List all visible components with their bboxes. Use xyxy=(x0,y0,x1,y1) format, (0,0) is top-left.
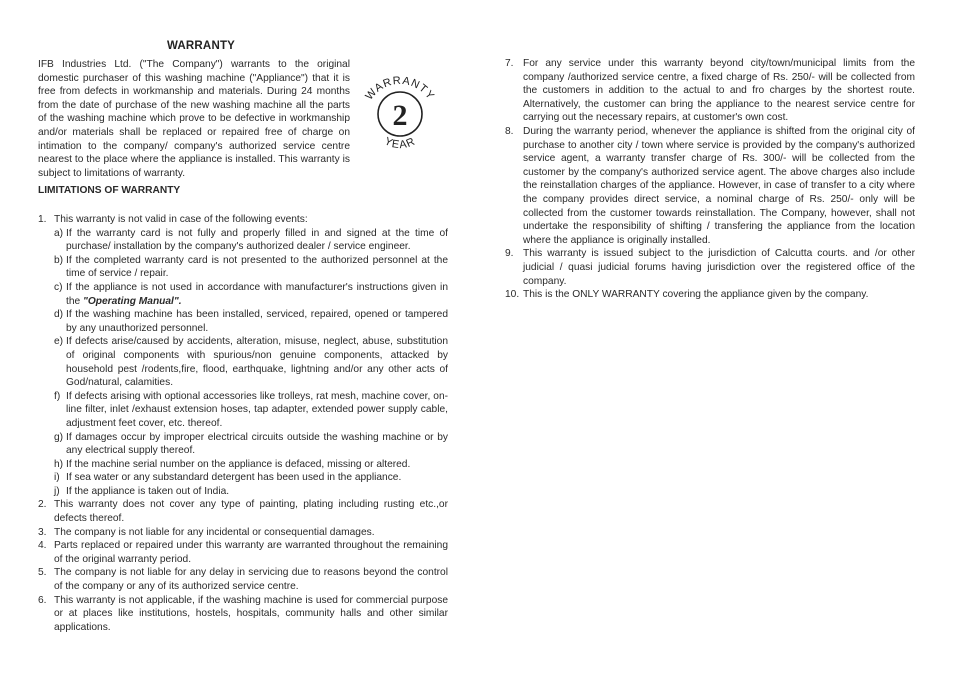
limitations-heading: LIMITATIONS OF WARRANTY xyxy=(38,185,181,196)
list-item: 8. During the warranty period, whenever the appliance is shifted from the original city of purchase to another city / town where service is provided by the company's authorized service agent, a warranty transfer charge of Rs. 300/- will be collected from the customer by the company's authorized service agent. The above charges also include the reinstallation charges of the appliance. However, in case of transfer to a city where the company provides direct service, a nominal charge of Rs. 250/- only will be collected from the customer towards reinstallation. The Company, however, shall not undertake the responsibility of shifting / transfering the appliance from the location where the appliance is originally installed. xyxy=(505,125,915,246)
list-subitem: c) If the appliance is not used in accordance with manufacturer's instructions given in the "Operating Manual". xyxy=(54,281,448,307)
list-subitem: i) If sea water or any substandard detergent has been used in the appliance. xyxy=(54,472,402,484)
list-subitem: b) If the completed warranty card is not presented to the authorized personnel at the time of service / repair. xyxy=(54,254,448,280)
list-item: 2. This warranty does not cover any type of painting, plating including rusting etc.,or defects thereof. xyxy=(38,499,448,525)
list-item: 4. Parts replaced or repaired under this warranty are warranted throughout the remaining of the original warranty period. xyxy=(38,540,448,565)
list-subitem: d) If the washing machine has been installed, serviced, repaired, opened or tampered by any unauthorized personnel. xyxy=(54,309,448,334)
seal-bottom-text: YEAR xyxy=(382,135,418,152)
svg-text:YEAR xyxy=(382,135,417,151)
list-item: 1. This warranty is not valid in case of the following events: xyxy=(38,214,308,225)
list-item: 5. The company is not liable for any delay in servicing due to reasons beyond the control of the company or any of its authorized service centre. xyxy=(38,567,448,593)
list-subitem: h) If the machine serial number on the appliance is defaced, missing or altered. xyxy=(54,458,411,470)
list-item: 6. This warranty is not applicable, if the washing machine is used for commercial purpose or at places like institutions, hostels, hospitals, community halls and other similar applications. xyxy=(38,594,448,633)
list-item: 9. This warranty is issued subject to the jurisdiction of Calcutta courts. and /or other judicial / quasi judicial forums having jurisdiction over the registered office of the company. xyxy=(505,248,915,287)
list-subitem: j) If the appliance is taken out of India. xyxy=(54,485,230,497)
warranty-seal-icon xyxy=(354,68,446,160)
warranty-intro: IFB Industries Ltd. ("The Company") warrants to the original domestic purchaser of this washing machine ("Appliance") that it is free from defects in workmanship and materials. During 24 months from the date of purchase of the new washing machine all the parts of the washing machine which prove to be defective in workmanship and/or materials shall be replaced or repaired free of charge on intimation to the company/ company's authorized service centre nearest to the place where the appliance is installed. This warranty is subject to limitations of warranty. xyxy=(38,59,350,179)
list-item: 3. The company is not liable for any incidental or consequential damages. xyxy=(38,526,375,538)
seal-number: 2 xyxy=(392,99,408,132)
seal-top-text: WARRANTY xyxy=(363,74,437,103)
list-subitem: g) If damages occur by improper electrical circuits outside the washing machine or by any electrical supply thereof. xyxy=(54,431,448,457)
list-item: 10. This is the ONLY WARRANTY covering the appliance given by the company. xyxy=(505,289,869,301)
limitations-list-continued xyxy=(505,57,915,302)
limitations-list xyxy=(38,213,448,634)
list-item: 7. For any service under this warranty beyond city/town/municipal limits from the company /authorized service centre, a fixed charge of Rs. 250/- will be collected from the customers in addition to the actual to and fro charges by the shortest route. Alternatively, the customer can bring the appliance to the nearest service centre for carrying out the necessary repairs, at customer's own cost. xyxy=(505,58,915,124)
list-subitem: f) If defects arising with optional accessories like trolleys, rat mesh, machine cover, on-line filter, inlet /exhaust extension hoses, tap adapter, extended power supply cable, adjustment feet cover, etc. thereof. xyxy=(54,390,448,429)
page-title: WARRANTY xyxy=(167,40,236,52)
list-subitem: e) If defects arise/caused by accidents, alteration, misuse, neglect, abuse, substitution of original components with spurious/non genuine components, attacked by household pest /rodents,fire, flood, earthquake, lightning and/or any other acts of God/natural, calamities. xyxy=(54,336,448,389)
list-subitem: a) If the warranty card is not fully and properly filled in and signed at the time of purchase/ installation by the company's authorized dealer / service engineer. xyxy=(54,227,448,253)
